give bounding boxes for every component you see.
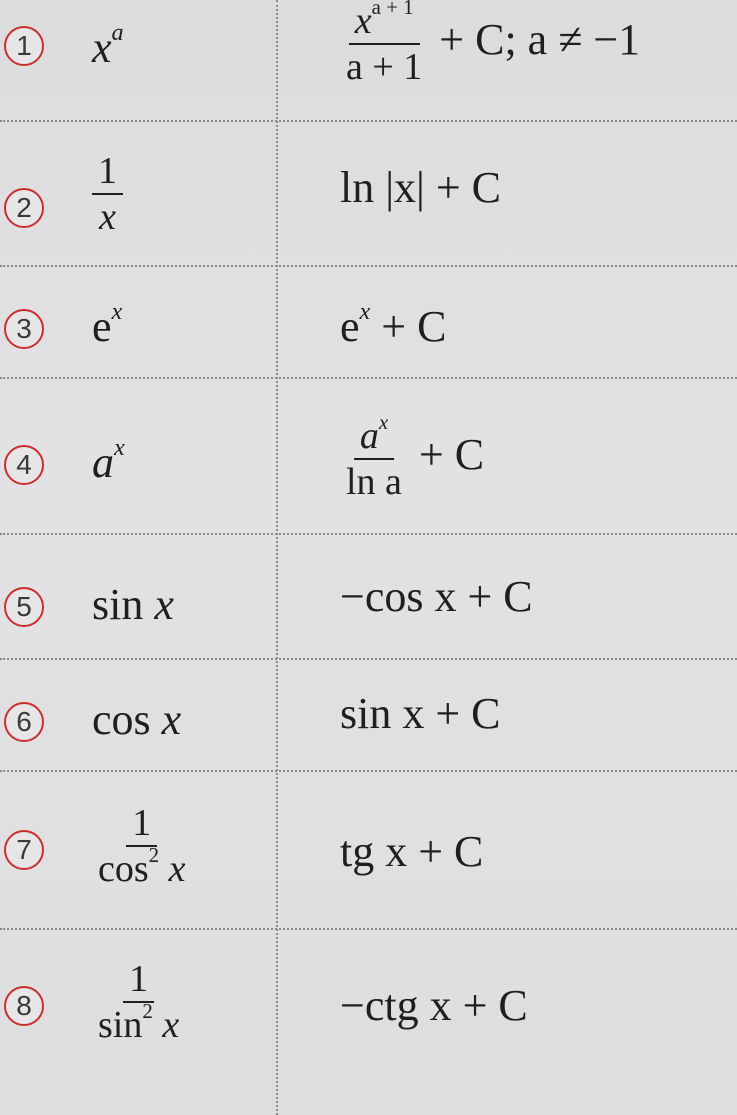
antiderivative: $\frac{a^x}{\text{ln a}}$ + C [346, 410, 485, 503]
row-number-badge: 1 [4, 26, 44, 66]
integrand: $\frac{1}{x}$ [92, 152, 123, 236]
table-row [0, 660, 737, 772]
table-row [0, 122, 737, 267]
antiderivative: sin x + C [340, 689, 501, 738]
table-row [0, 379, 737, 535]
antiderivative: $\frac{x^{a + 1}}{a + 1}$ + C; a ≠ −1 [346, 0, 641, 88]
integrand: cos x [92, 695, 182, 744]
table-row [0, 930, 737, 1115]
row-number-badge: 6 [4, 702, 44, 742]
row-number-badge: 7 [4, 830, 44, 870]
row-number-badge: 8 [4, 986, 44, 1026]
antiderivative: −cos x + C [340, 572, 533, 621]
row-number-badge: 2 [4, 188, 44, 228]
integrand: $\frac{1}{\cos^2 x}$ [98, 802, 186, 890]
row-number-badge: 5 [4, 587, 44, 627]
integrand: $a^x$ [92, 434, 125, 487]
antiderivative: tg x + C [340, 827, 484, 876]
integrand: sin x [92, 580, 174, 629]
antiderivative: ln |x| + C [340, 163, 502, 212]
row-number-badge: 4 [4, 445, 44, 485]
integrand: $x^a$ [92, 19, 124, 72]
antiderivative: $e^x + C$ [340, 298, 447, 351]
table-row [0, 535, 737, 660]
table-row [0, 267, 737, 379]
row-number-badge: 3 [4, 309, 44, 349]
integrand: $e^x$ [92, 298, 123, 351]
antiderivative: −ctg x + C [340, 981, 528, 1030]
integrand: $\frac{1}{\sin^2 x}$ [98, 958, 180, 1046]
table-row [0, 0, 737, 122]
table-row [0, 772, 737, 930]
